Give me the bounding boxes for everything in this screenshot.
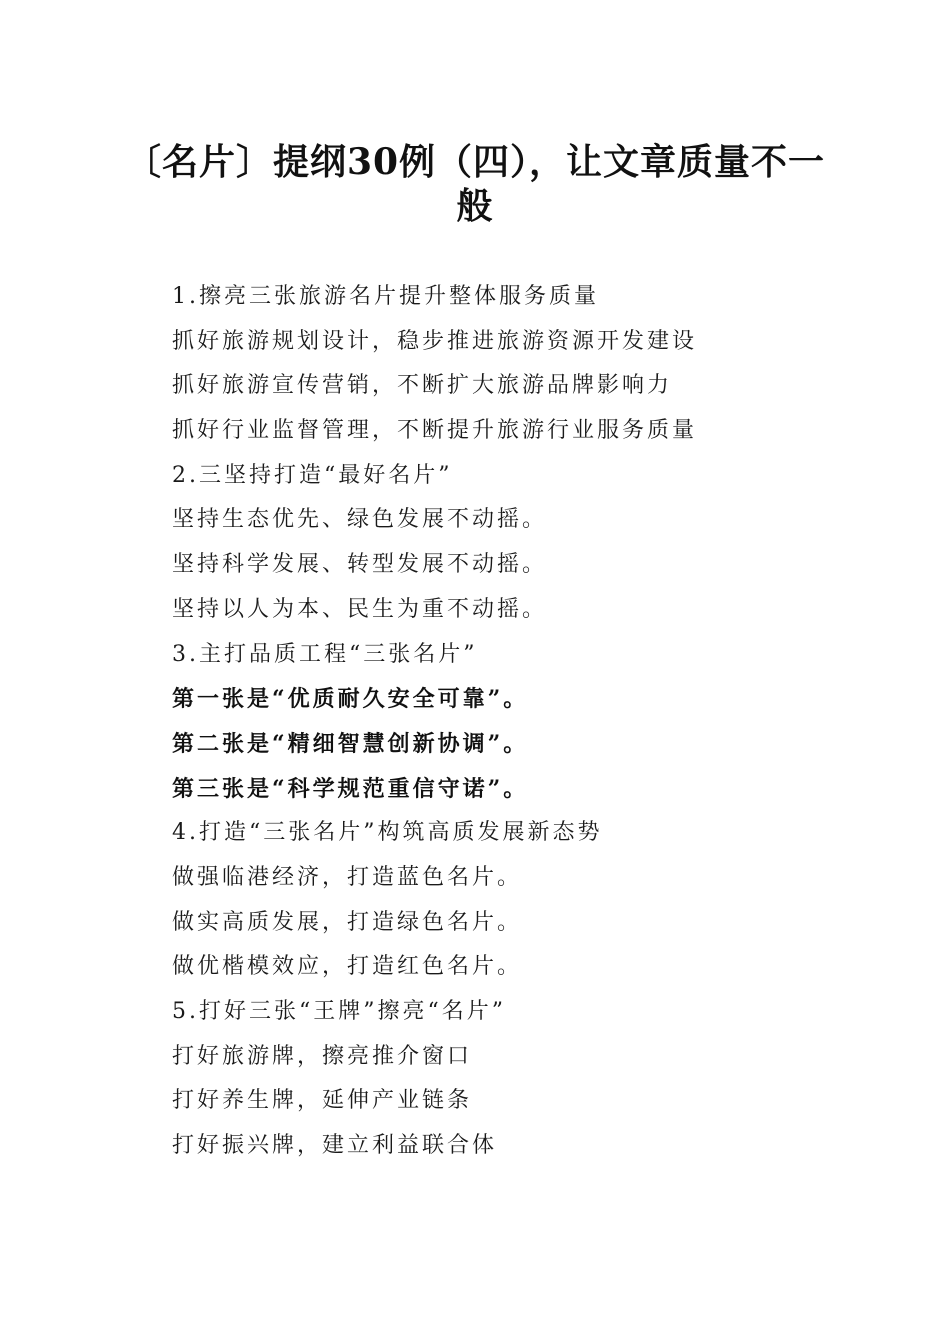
list-item: 打好养生牌，延伸产业链条 — [172, 1088, 473, 1114]
list-item: 抓好旅游宣传营销，不断扩大旅游品牌影响力 — [172, 373, 673, 399]
list-item: 做实高质发展，打造绿色名片。 — [172, 909, 523, 935]
section-heading-5: 5.打好三张“王牌”擦亮“名片” — [172, 999, 506, 1024]
list-item: 抓好行业监督管理，不断提升旅游行业服务质量 — [172, 418, 698, 444]
list-item: 打好振兴牌，建立利益联合体 — [172, 1133, 498, 1159]
section-heading-4: 4.打造“三张名片”构筑高质发展新态势 — [172, 820, 603, 846]
list-item: 做优楷模效应，打造红色名片。 — [172, 954, 523, 980]
list-item: 坚持生态优先、绿色发展不动摇。 — [172, 507, 548, 533]
section-heading-2: 2.三坚持打造“最好名片” — [172, 462, 453, 488]
list-item: 第三张是“科学规范重信守诺”。 — [172, 775, 529, 802]
section-heading-3: 3.主打品质工程“三张名片” — [172, 641, 478, 667]
list-item: 打好旅游牌，擦亮推介窗口 — [172, 1043, 473, 1069]
list-item: 第一张是“优质耐久安全可靠”。 — [172, 686, 529, 713]
list-item: 做强临港经济，打造蓝色名片。 — [172, 864, 523, 890]
list-item: 坚持科学发展、转型发展不动摇。 — [172, 552, 548, 578]
document-body — [172, 279, 872, 1173]
title-line-2: 般 — [456, 185, 494, 227]
title-line-1: 〔名片〕提纲30例（四），让文章质量不一 — [124, 141, 826, 183]
section-heading-1: 1.擦亮三张旅游名片提升整体服务质量 — [172, 284, 599, 309]
list-item: 第二张是“精细智慧创新协调”。 — [172, 730, 529, 757]
list-item: 坚持以人为本、民生为重不动摇。 — [172, 596, 548, 622]
list-item: 抓好旅游规划设计，稳步推进旅游资源开发建设 — [172, 328, 698, 354]
page-title — [120, 140, 830, 228]
